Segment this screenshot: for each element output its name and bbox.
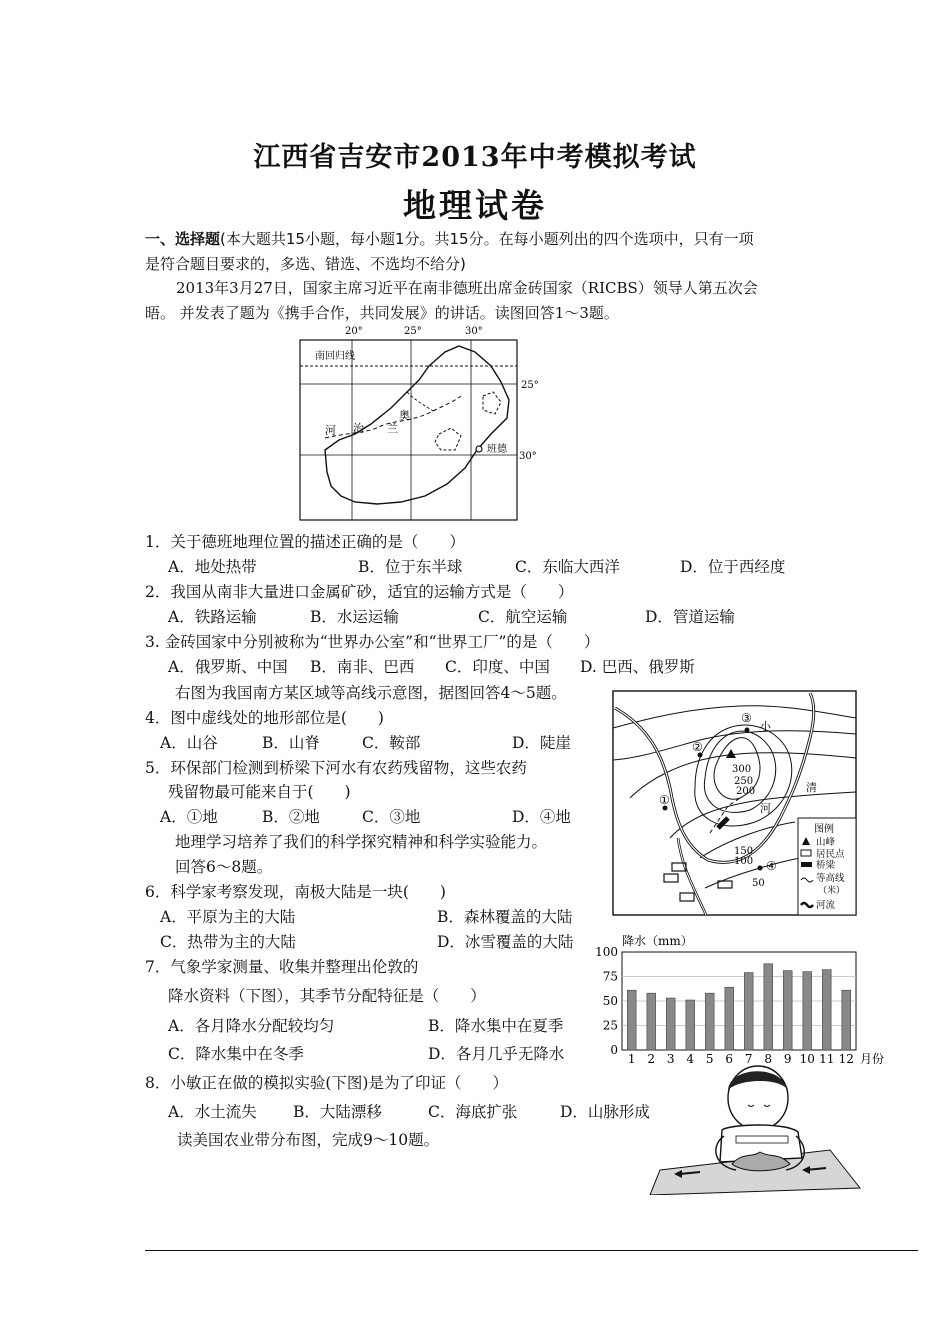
q7-stem-1: 7．气象学家测量、收集并整理出伦敦的	[145, 958, 419, 976]
q8-option-d: D．山脉形成	[560, 1103, 650, 1121]
q1-stem: 1．关于德班地理位置的描述正确的是（ ）	[145, 533, 465, 551]
contour-label-200: 200	[736, 786, 756, 797]
chart-ytick-label: 50	[602, 994, 618, 1008]
intro-line-1: 2013年3月27日，国家主席习近平在南非德班出席金砖国家（RICBS）领导人第五次会	[176, 279, 758, 297]
contour-label-150: 150	[734, 846, 754, 857]
contour-label-50: 50	[752, 878, 765, 889]
q6-option-c: C．热带为主的大陆	[160, 933, 296, 951]
q4-option-c: C．鞍部	[362, 734, 421, 752]
exam-title: 江西省吉安市2013年中考模拟考试	[253, 142, 697, 173]
chart-bar	[627, 990, 636, 1050]
q2-option-c: C．航空运输	[478, 608, 568, 626]
intro-q6-8-1: 地理学习培养了我们的科学探究精神和科学实验能力。	[175, 833, 548, 851]
chart-bar	[783, 971, 792, 1050]
q5-option-d: D．④地	[512, 808, 571, 826]
chart-xtick-label: 7	[744, 1052, 753, 1066]
chart-xtick-label: 5	[705, 1052, 714, 1066]
chart-bar	[764, 964, 773, 1050]
lat-label-25: 25°	[521, 380, 539, 391]
chart-bar	[744, 973, 753, 1050]
q3-stem: 3. 金砖国家中分别被称为“世界办公室”和“世界工厂”的是（ ）	[145, 633, 600, 651]
chart-bar	[686, 1000, 695, 1050]
intro-q4-5: 右图为我国南方某区域等高线示意图，据图回答4～5题。	[175, 684, 567, 702]
q2-option-a: A．铁路运输	[168, 608, 257, 626]
chart-bar	[647, 993, 656, 1050]
chart-xtick-label: 10	[799, 1052, 815, 1066]
q4-stem: 4．图中虚线处的地形部位是( )	[145, 709, 384, 727]
chart-bar	[705, 993, 714, 1050]
q3-option-b: B．南非、巴西	[310, 658, 415, 676]
intro-line-2: 晤。 并发表了题为《携手合作，共同发展》的讲话。读图回答1～3题。	[145, 304, 619, 322]
legend-peak: 山峰	[816, 837, 836, 848]
q3-option-d: D. 巴西、俄罗斯	[580, 658, 695, 676]
chart-ytick-label: 100	[595, 945, 618, 959]
q5-option-b: B．②地	[262, 808, 320, 826]
section-instructions-1: (本大题共15小题，每小题1分。共15分。在每小题列出的四个选项中，只有一项	[220, 230, 754, 248]
legend-title: 图例	[814, 824, 834, 835]
map-label-zhi: 治	[353, 422, 364, 435]
chart-ytick-label: 0	[610, 1043, 618, 1057]
point-2: ②	[692, 740, 703, 754]
intro-q9-10: 读美国农业带分布图，完成9～10题。	[177, 1131, 440, 1149]
intro-q6-8-2: 回答6～8题。	[175, 858, 273, 876]
map-label-he: 河	[325, 424, 336, 437]
chart-xtick-label: 2	[647, 1052, 656, 1066]
q4-option-a: A．山谷	[160, 734, 218, 752]
q7-stem-2: 降水资料（下图），其季节分配特征是（ ）	[168, 987, 486, 1005]
legend-contour: 等高线	[816, 873, 845, 884]
q1-option-a: A．地处热带	[168, 558, 257, 576]
q5-stem-2: 残留物最可能来自于( )	[168, 783, 351, 801]
legend-bridge-icon	[801, 862, 812, 867]
q1-option-c: C．东临大西洋	[515, 558, 620, 576]
chart-xlabel: 月份	[860, 1052, 885, 1066]
section-heading	[145, 227, 754, 252]
chart-xtick-label: 12	[838, 1052, 854, 1066]
q8-option-a: A．水土流失	[168, 1103, 257, 1121]
q7-option-d: D．各月几乎无降水	[428, 1045, 565, 1063]
contour-label-100: 100	[734, 856, 754, 867]
legend-river: 河流	[816, 900, 836, 911]
q7-option-a: A．各月降水分配较均匀	[168, 1017, 335, 1035]
q4-option-b: B．山脊	[262, 734, 320, 752]
exam-subtitle: 地理试卷	[403, 186, 547, 225]
legend-contour-unit: （米）	[818, 886, 846, 896]
point-3: ③	[741, 711, 752, 725]
q1-option-b: B．位于东半球	[358, 558, 463, 576]
precipitation-chart	[592, 930, 902, 1068]
chart-plot-area	[595, 945, 856, 1066]
lat-label-30: 30°	[519, 451, 537, 462]
chart-bar	[842, 990, 851, 1050]
q1-option-d: D．位于西经度	[680, 558, 786, 576]
chart-xtick-label: 9	[783, 1052, 792, 1066]
q6-stem: 6．科学家考察发现，南极大陆是一块( )	[145, 883, 446, 901]
q8-option-b: B．大陆漂移	[293, 1103, 382, 1121]
chart-xtick-label: 4	[686, 1052, 695, 1066]
chart-bar	[666, 998, 675, 1050]
q2-option-d: D．管道运输	[645, 608, 735, 626]
south-africa-map	[295, 322, 545, 524]
point-1: ①	[659, 793, 670, 807]
q3-option-c: C．印度、中国	[445, 658, 550, 676]
lon-label-20: 20°	[345, 326, 363, 337]
q4-option-d: D．陡崖	[512, 734, 571, 752]
river-label-qing: 清	[806, 781, 817, 794]
legend-bridge: 桥梁	[816, 860, 836, 871]
q8-stem: 8．小敏正在做的模拟实验(下图)是为了印证（ ）	[145, 1074, 508, 1092]
q7-option-c: C．降水集中在冬季	[168, 1045, 304, 1063]
q6-option-b: B．森林覆盖的大陆	[437, 908, 573, 926]
lon-label-30: 30°	[465, 326, 483, 337]
q5-option-c: C．③地	[362, 808, 421, 826]
q2-stem: 2．我国从南非大量进口金属矿砂，适宜的运输方式是（ ）	[145, 583, 574, 601]
city-label-durban: 班德	[487, 444, 507, 455]
map-label-lan: 兰	[387, 422, 398, 435]
q8-option-c: C．海底扩张	[428, 1103, 518, 1121]
chart-bar	[725, 987, 734, 1050]
chart-xtick-label: 8	[764, 1052, 773, 1066]
point-4: ④	[766, 859, 777, 873]
contour-label-300: 300	[732, 764, 752, 775]
q7-option-b: B．降水集中在夏季	[428, 1017, 564, 1035]
q2-option-b: B．水运运输	[310, 608, 399, 626]
q3-option-a: A．俄罗斯、中国	[168, 658, 288, 676]
map-label-ao: 奥	[399, 409, 410, 422]
page-bottom-rule	[145, 1250, 918, 1251]
chart-xtick-label: 11	[819, 1052, 835, 1066]
student-experiment-illustration	[640, 1060, 865, 1195]
chart-xtick-label: 1	[627, 1052, 636, 1066]
section-heading-label: 一、选择题	[145, 230, 221, 248]
chart-bar	[803, 972, 812, 1050]
chart-bar	[822, 970, 831, 1050]
legend-settlement: 居民点	[816, 849, 845, 860]
lon-label-25: 25°	[404, 326, 422, 337]
river-label-xiao: 小	[760, 720, 771, 733]
tropic-label: 南回归线	[315, 351, 355, 362]
chart-ylabel: 降水（mm）	[622, 934, 693, 948]
contour-label-250: 250	[734, 776, 754, 787]
q6-option-a: A．平原为主的大陆	[160, 908, 296, 926]
chart-ytick-label: 25	[602, 1018, 618, 1033]
q5-option-a: A．①地	[160, 808, 218, 826]
chart-xtick-label: 3	[666, 1052, 675, 1066]
chart-xtick-label: 6	[725, 1052, 734, 1066]
section-instructions-2: 是符合题目要求的，多选、错选、不选均不给分)	[145, 255, 466, 273]
contour-map	[610, 688, 860, 920]
q5-stem-1: 5．环保部门检测到桥梁下河水有农药残留物，这些农药	[145, 759, 527, 777]
river-label-he: 河	[760, 802, 771, 815]
chart-ytick-label: 75	[602, 969, 618, 984]
q6-option-d: D．冰雪覆盖的大陆	[437, 933, 574, 951]
